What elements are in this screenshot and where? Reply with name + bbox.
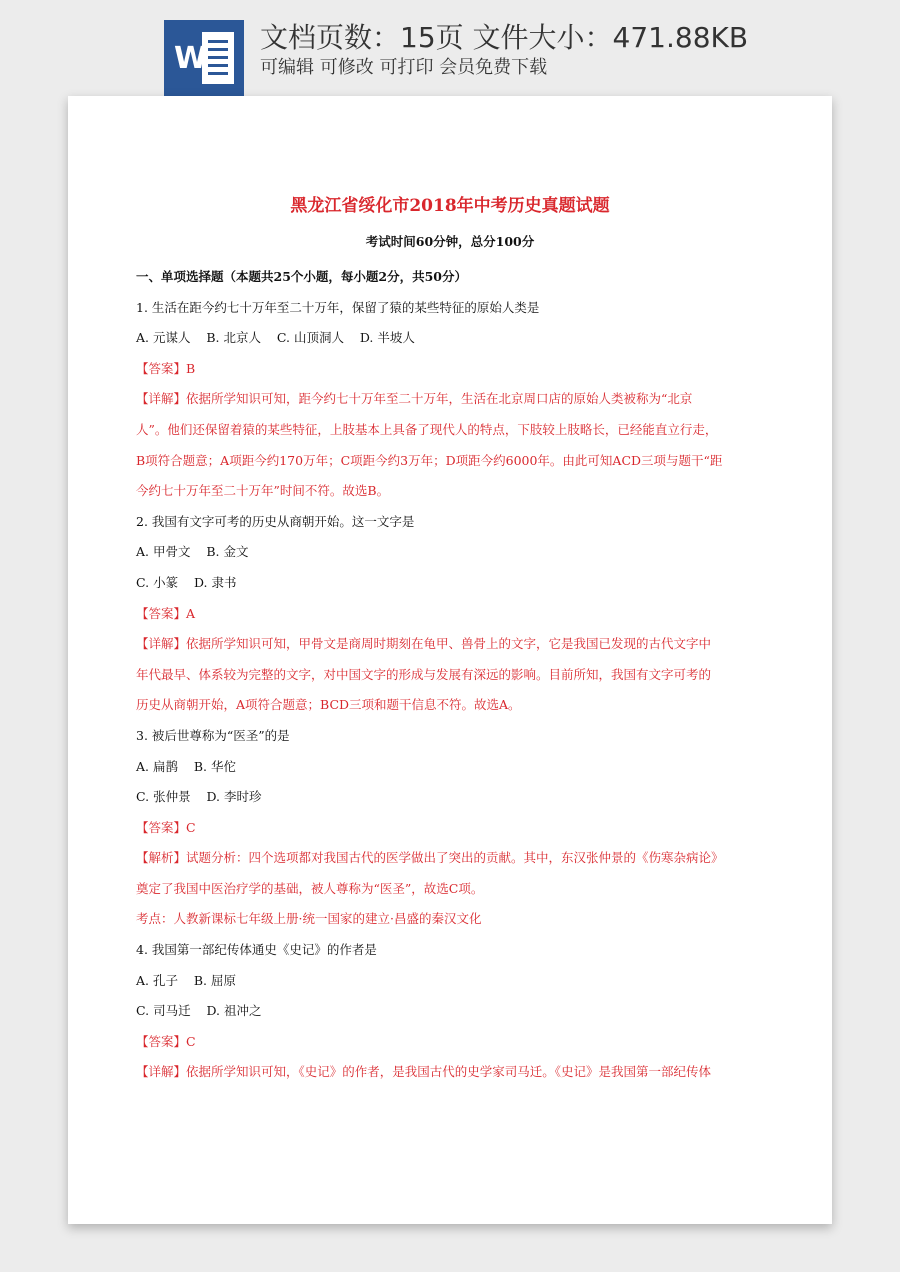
question-options: C. 小篆 D. 隶书 <box>136 574 237 590</box>
exam-info: 考试时间60分钟，总分100分 <box>365 234 535 249</box>
word-doc-icon <box>164 20 244 96</box>
question-stem: 1. 生活在距今约七十万年至二十万年，保留了猿的某些特征的原始人类是 <box>136 299 540 315</box>
explanation-line: 历史从商朝开始，A项符合题意；BCD三项和题干信息不符。故选A。 <box>136 697 521 713</box>
question-options: C. 司马迁 D. 祖冲之 <box>136 1003 262 1019</box>
answer-line: 【答案】B <box>136 360 196 376</box>
word-letter: W <box>174 41 208 76</box>
answer-line: 【答案】C <box>136 819 196 835</box>
question-options: A. 元谋人 B. 北京人 C. 山顶洞人 D. 半坡人 <box>136 330 415 346</box>
document-page <box>68 96 832 1224</box>
banner-features: 可编辑 可修改 可打印 会员免费下载 <box>260 57 548 78</box>
explanation-line: 奠定了我国中医治疗学的基础，被人尊称为“医圣”，故选C项。 <box>136 880 484 896</box>
question-options: A. 孔子 B. 屈原 <box>136 972 237 988</box>
answer-line: 【答案】C <box>136 1033 196 1049</box>
document-content <box>136 262 768 1088</box>
knowledge-point-note: 考点：人教新课标七年级上册·统一国家的建立·昌盛的秦汉文化 <box>136 911 482 927</box>
explanation-line: 【详解】依据所学知识可知，甲骨文是商周时期刻在龟甲、兽骨上的文字，它是我国已发现的古代文字中 <box>136 636 712 652</box>
question-options: A. 甲骨文 B. 金文 <box>136 544 249 560</box>
document-title: 黑龙江省绥化市2018年中考历史真题试题 <box>290 196 610 216</box>
explanation-line: B项符合题意；A项距今约170万年；C项距今约3万年；D项距今约6000年。由此可知ACD三项与题干“距 <box>136 452 723 468</box>
explanation-line: 【详解】依据所学知识可知，《史记》的作者，是我国古代的史学家司马迁。《史记》是我国第一部纪传体 <box>136 1064 712 1080</box>
download-banner <box>0 0 900 100</box>
explanation-line: 年代最早、体系较为完整的文字，对中国文字的形成与发展有深远的影响。目前所知，我国有文字可考的 <box>136 666 712 682</box>
banner-file-info: 文档页数：15页 文件大小：471.88KB <box>260 21 749 54</box>
section-heading: 一、单项选择题（本题共25个小题，每小题2分，共50分） <box>136 269 467 284</box>
explanation-line: 人”。他们还保留着猿的某些特征，上肢基本上具备了现代人的特点，下肢较上肢略长，已经能直立行走， <box>136 421 718 437</box>
explanation-line: 【解析】试题分析：四个选项都对我国古代的医学做出了突出的贡献。其中，东汉张仲景的《伤寒杂病论》 <box>136 850 724 866</box>
question-options: C. 张仲景 D. 李时珍 <box>136 789 262 805</box>
question-stem: 3. 被后世尊称为“医圣”的是 <box>136 727 290 743</box>
question-options: A. 扁鹊 B. 华佗 <box>136 758 237 774</box>
question-stem: 4. 我国第一部纪传体通史《史记》的作者是 <box>136 942 377 958</box>
explanation-line: 今约七十万年至二十万年”时间不符。故选B。 <box>136 483 390 499</box>
explanation-line: 【详解】依据所学知识可知，距今约七十万年至二十万年，生活在北京周口店的原始人类被称为“北京 <box>136 391 693 407</box>
answer-line: 【答案】A <box>136 605 196 621</box>
question-stem: 2. 我国有文字可考的历史从商朝开始。这一文字是 <box>136 513 415 529</box>
